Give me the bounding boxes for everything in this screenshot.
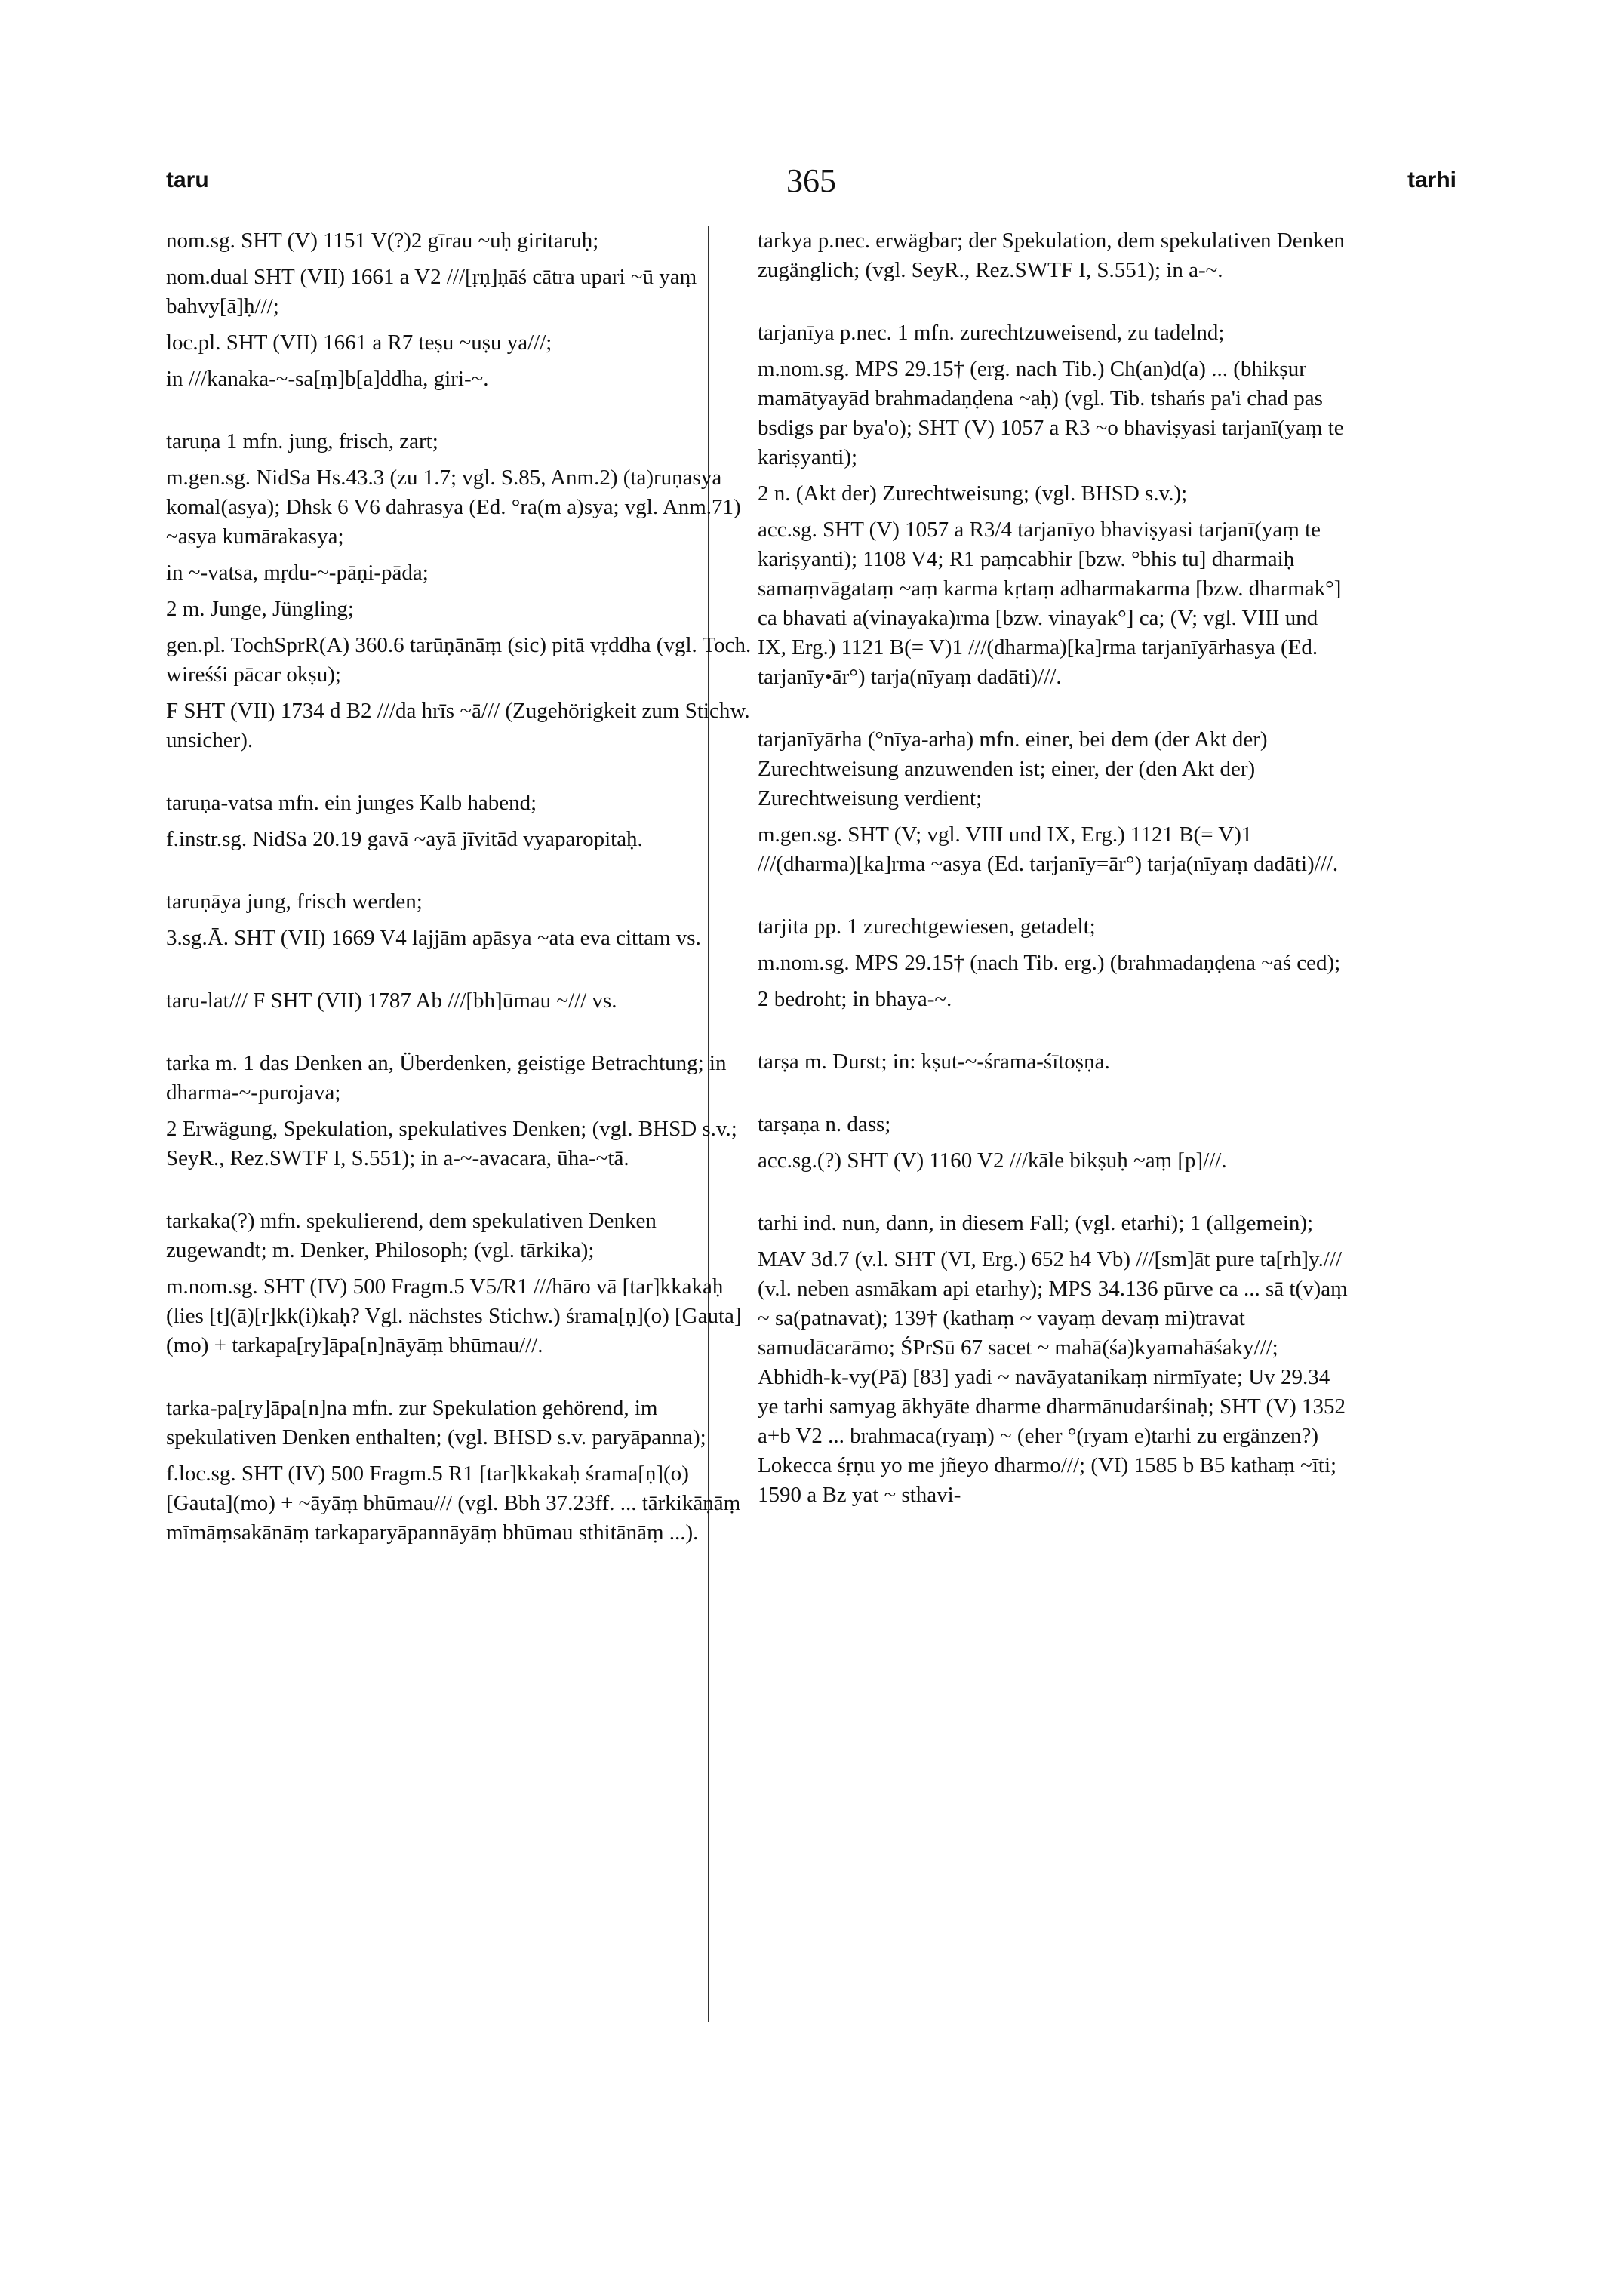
entry-headline: tarka-pa[ry]āpa[n]na mfn. zur Spekulation gehörend, im spekulativen Denken enthalten; (vgl. BHSD s.v. paryāpanna); xyxy=(166,1396,706,1450)
entry-line: nom.sg. SHT (V) 1151 V(?)2 gīrau ~uḥ giritaruḥ; xyxy=(166,229,599,253)
entry-headline: tarjanīyārha (°nīya-arha) mfn. einer, bei dem (der Akt der) Zurechtweisung anzuwenden ist; einer, der (den Akt der) Zurechtweisung verdient; xyxy=(758,727,1268,810)
entry-line: m.nom.sg. MPS 29.15† (nach Tib. erg.) (brahmadaṇḍena ~aś ced); xyxy=(758,951,1341,975)
entry-line: f.loc.sg. SHT (IV) 500 Fragm.5 R1 [tar]kkakaḥ śrama[ṇ](o) [Gauta](mo) + ~āyāṃ bhūmau/// (vgl. Bbh 37.23ff. ... tārkikāṇāṃ mīmāṃsakānāṃ tarkaparyāpannāyāṃ bhūmau sthitānāṃ ...). xyxy=(166,1462,741,1545)
entry-line: m.gen.sg. NidSa Hs.43.3 (zu 1.7; vgl. S.85, Anm.2) (ta)ruṇasya komal(asya); Dhsk 6 V6 dahrasya (Ed. °ra(m a)sya; vgl. Anm.71) ~asya kumārakasya; xyxy=(166,466,741,549)
entry-line: loc.pl. SHT (VII) 1661 a R7 teṣu ~uṣu ya///; xyxy=(166,330,552,355)
entry-headline: tarjanīya p.nec. 1 mfn. zurechtzuweisend, zu tadelnd; xyxy=(758,321,1225,345)
entry-headline: taruṇāya jung, frisch werden; xyxy=(166,890,423,914)
entry-tarhi xyxy=(758,1209,1350,1510)
entry-line: acc.sg.(?) SHT (V) 1160 V2 ///kāle bikṣuḥ ~aṃ [p]///. xyxy=(758,1148,1227,1173)
entry-headline: tarṣa m. Durst; in: kṣut-~-śrama-śītoṣṇa. xyxy=(758,1050,1110,1074)
entry-headline: tarkaka(?) mfn. spekulierend, dem spekulativen Denken zugewandt; m. Denker, Philosoph; (vgl. tārkika); xyxy=(166,1209,657,1262)
entry-taruna xyxy=(166,427,755,755)
entry-tarsana xyxy=(758,1110,1350,1176)
entry-line: F SHT (VII) 1734 d B2 ///da hrīs ~ā/// (Zugehörigkeit zum Stichw. unsicher). xyxy=(166,699,750,752)
entry-taru-lat xyxy=(166,986,755,1016)
entry-line: m.nom.sg. SHT (IV) 500 Fragm.5 V5/R1 ///hāro vā [tar]kkakaḥ (lies [t](ā)[r]kk(i)kaḥ? Vgl. nächstes Stichw.) śrama[ṇ](o) [Gauta](mo) + tarkapa[ry]āpa[n]nāyāṃ bhūmau///. xyxy=(166,1274,742,1357)
entry-headline: tarka m. 1 das Denken an, Überdenken, geistige Betrachtung; in dharma-~-purojava; xyxy=(166,1051,727,1105)
running-header xyxy=(166,162,1456,213)
entry-line: nom.dual SHT (VII) 1661 a V2 ///[ṛṇ]ṇāś cātra upari ~ū yaṃ bahvy[ā]ḥ///; xyxy=(166,265,697,318)
entry-tarjaniyarha xyxy=(758,725,1350,879)
entry-tarka-paryapanna xyxy=(166,1394,755,1548)
entry-headline: taruṇa 1 mfn. jung, frisch, zart; xyxy=(166,429,438,453)
entry-headline: tarhi ind. nun, dann, in diesem Fall; (vgl. etarhi); 1 (allgemein); xyxy=(758,1211,1314,1235)
left-column xyxy=(166,226,755,1581)
entry-line: in ~-vatsa, mṛdu-~-pāṇi-pāda; xyxy=(166,561,429,585)
entry-tarsa xyxy=(758,1047,1350,1077)
entry-taruna-vatsa xyxy=(166,789,755,854)
page-number: 365 xyxy=(786,162,836,199)
header-right-headword: tarhi xyxy=(1407,168,1456,192)
entry-line: MAV 3d.7 (v.l. SHT (VI, Erg.) 652 h4 Vb) ///[sm]āt pure ta[rh]y./// (v.l. neben asmākam api etarhy); MPS 34.136 pūrve ca ... sā t(v)aṃ ~ sa(patnavat); 139† (kathaṃ ~ vayaṃ devaṃ mi)travat samudācarāmo; ŚPrSū 67 sacet ~ mahā(śa)kyamahāśaky///; Abhidh-k-vy(Pā) [83] yadi ~ navāyatanikaṃ nirmīyate; Uv 29.34 ye tarhi samyag ākhyāte dharme dharmānudarśinaḥ; SHT (V) 1352 a+b V2 ... brahmaca(ryaṃ) ~ (eher °(ryam e)tarhi zu ergänzen?) Lokecca śṛṇu yo me jñeyo dharmo///; (VI) 1585 b B5 kathaṃ ~īti; 1590 a Bz yat ~ sthavi- xyxy=(758,1247,1348,1507)
entry-line: m.nom.sg. MPS 29.15† (erg. nach Tib.) Ch(an)d(a) ... (bhikṣur mamātyayād brahmadaṇḍena ~aḥ) (vgl. Tib. tshańs pa'i chad pas bsdigs par bya'o); SHT (V) 1057 a R3 ~o bhaviṣyasi tarjanī(yaṃ te kariṣyanti); xyxy=(758,357,1344,469)
entry-line: 2 bedroht; in bhaya-~. xyxy=(758,987,952,1011)
entry-line: 3.sg.Ā. SHT (VII) 1669 V4 lajjām apāsya ~ata eva cittam vs. xyxy=(166,926,701,950)
entry-line: acc.sg. SHT (V) 1057 a R3/4 tarjanīyo bhaviṣyasi tarjanī(yaṃ te kariṣyanti); 1108 V4; R1 paṃcabhir [bzw. °bhis tu] dharmaiḥ samaṃvāgataṃ ~aṃ karma kṛtaṃ adharmakarma [bzw. dharmak°] ca bhavati a(vinayaka)rma [bzw. vinayak°] ca; (V; vgl. VIII und IX, Erg.) 1121 B(= V)1 ///(dharma)[ka]rma tarjanīyārhasya (Ed. tarjanīy•ār°) tarja(nīyaṃ dadāti)///. xyxy=(758,518,1342,689)
entry-headline: tarṣaṇa n. dass; xyxy=(758,1112,891,1136)
header-left-headword: taru xyxy=(166,168,209,192)
entry-tarkaka xyxy=(166,1207,755,1360)
entry-tarjaniya xyxy=(758,318,1350,692)
entry-tarka xyxy=(166,1049,755,1173)
entry-line: f.instr.sg. NidSa 20.19 gavā ~ayā jīvitād vyaparopitaḥ. xyxy=(166,827,643,851)
entry-headline: taru-lat/// F SHT (VII) 1787 Ab ///[bh]ūmau ~/// vs. xyxy=(166,988,617,1013)
entry-tarkya xyxy=(758,226,1350,285)
entry-line: 2 n. (Akt der) Zurechtweisung; (vgl. BHSD s.v.); xyxy=(758,481,1188,506)
entry-tarjita xyxy=(758,912,1350,1014)
entry-line: 2 m. Junge, Jüngling; xyxy=(166,597,354,621)
entry-headline: tarkya p.nec. erwägbar; der Spekulation, dem spekulativen Denken zugänglich; (vgl. SeyR., Rez.SWTF I, S.551); in a-~. xyxy=(758,229,1345,282)
entry-headline: taruṇa-vatsa mfn. ein junges Kalb habend; xyxy=(166,791,537,815)
entry-tarunaya xyxy=(166,887,755,953)
entry-line: 2 Erwägung, Spekulation, spekulatives Denken; (vgl. BHSD s.v.; SeyR., Rez.SWTF I, S.551); in a-~-avacara, ūha-~tā. xyxy=(166,1117,737,1170)
entry-taru-continued xyxy=(166,226,755,394)
entry-line: m.gen.sg. SHT (V; vgl. VIII und IX, Erg.) 1121 B(= V)1 ///(dharma)[ka]rma ~asya (Ed. tarjanīy=ār°) tarja(nīyaṃ dadāti)///. xyxy=(758,822,1339,876)
entry-headline: tarjita pp. 1 zurechtgewiesen, getadelt; xyxy=(758,915,1096,939)
right-column xyxy=(758,226,1350,1543)
entry-line: gen.pl. TochSprR(A) 360.6 tarūṇānāṃ (sic) pitā vṛddha (vgl. Toch. wireśśi pācar okṣu); xyxy=(166,633,752,687)
entry-line: in ///kanaka-~-sa[ṃ]b[a]ddha, giri-~. xyxy=(166,367,489,391)
